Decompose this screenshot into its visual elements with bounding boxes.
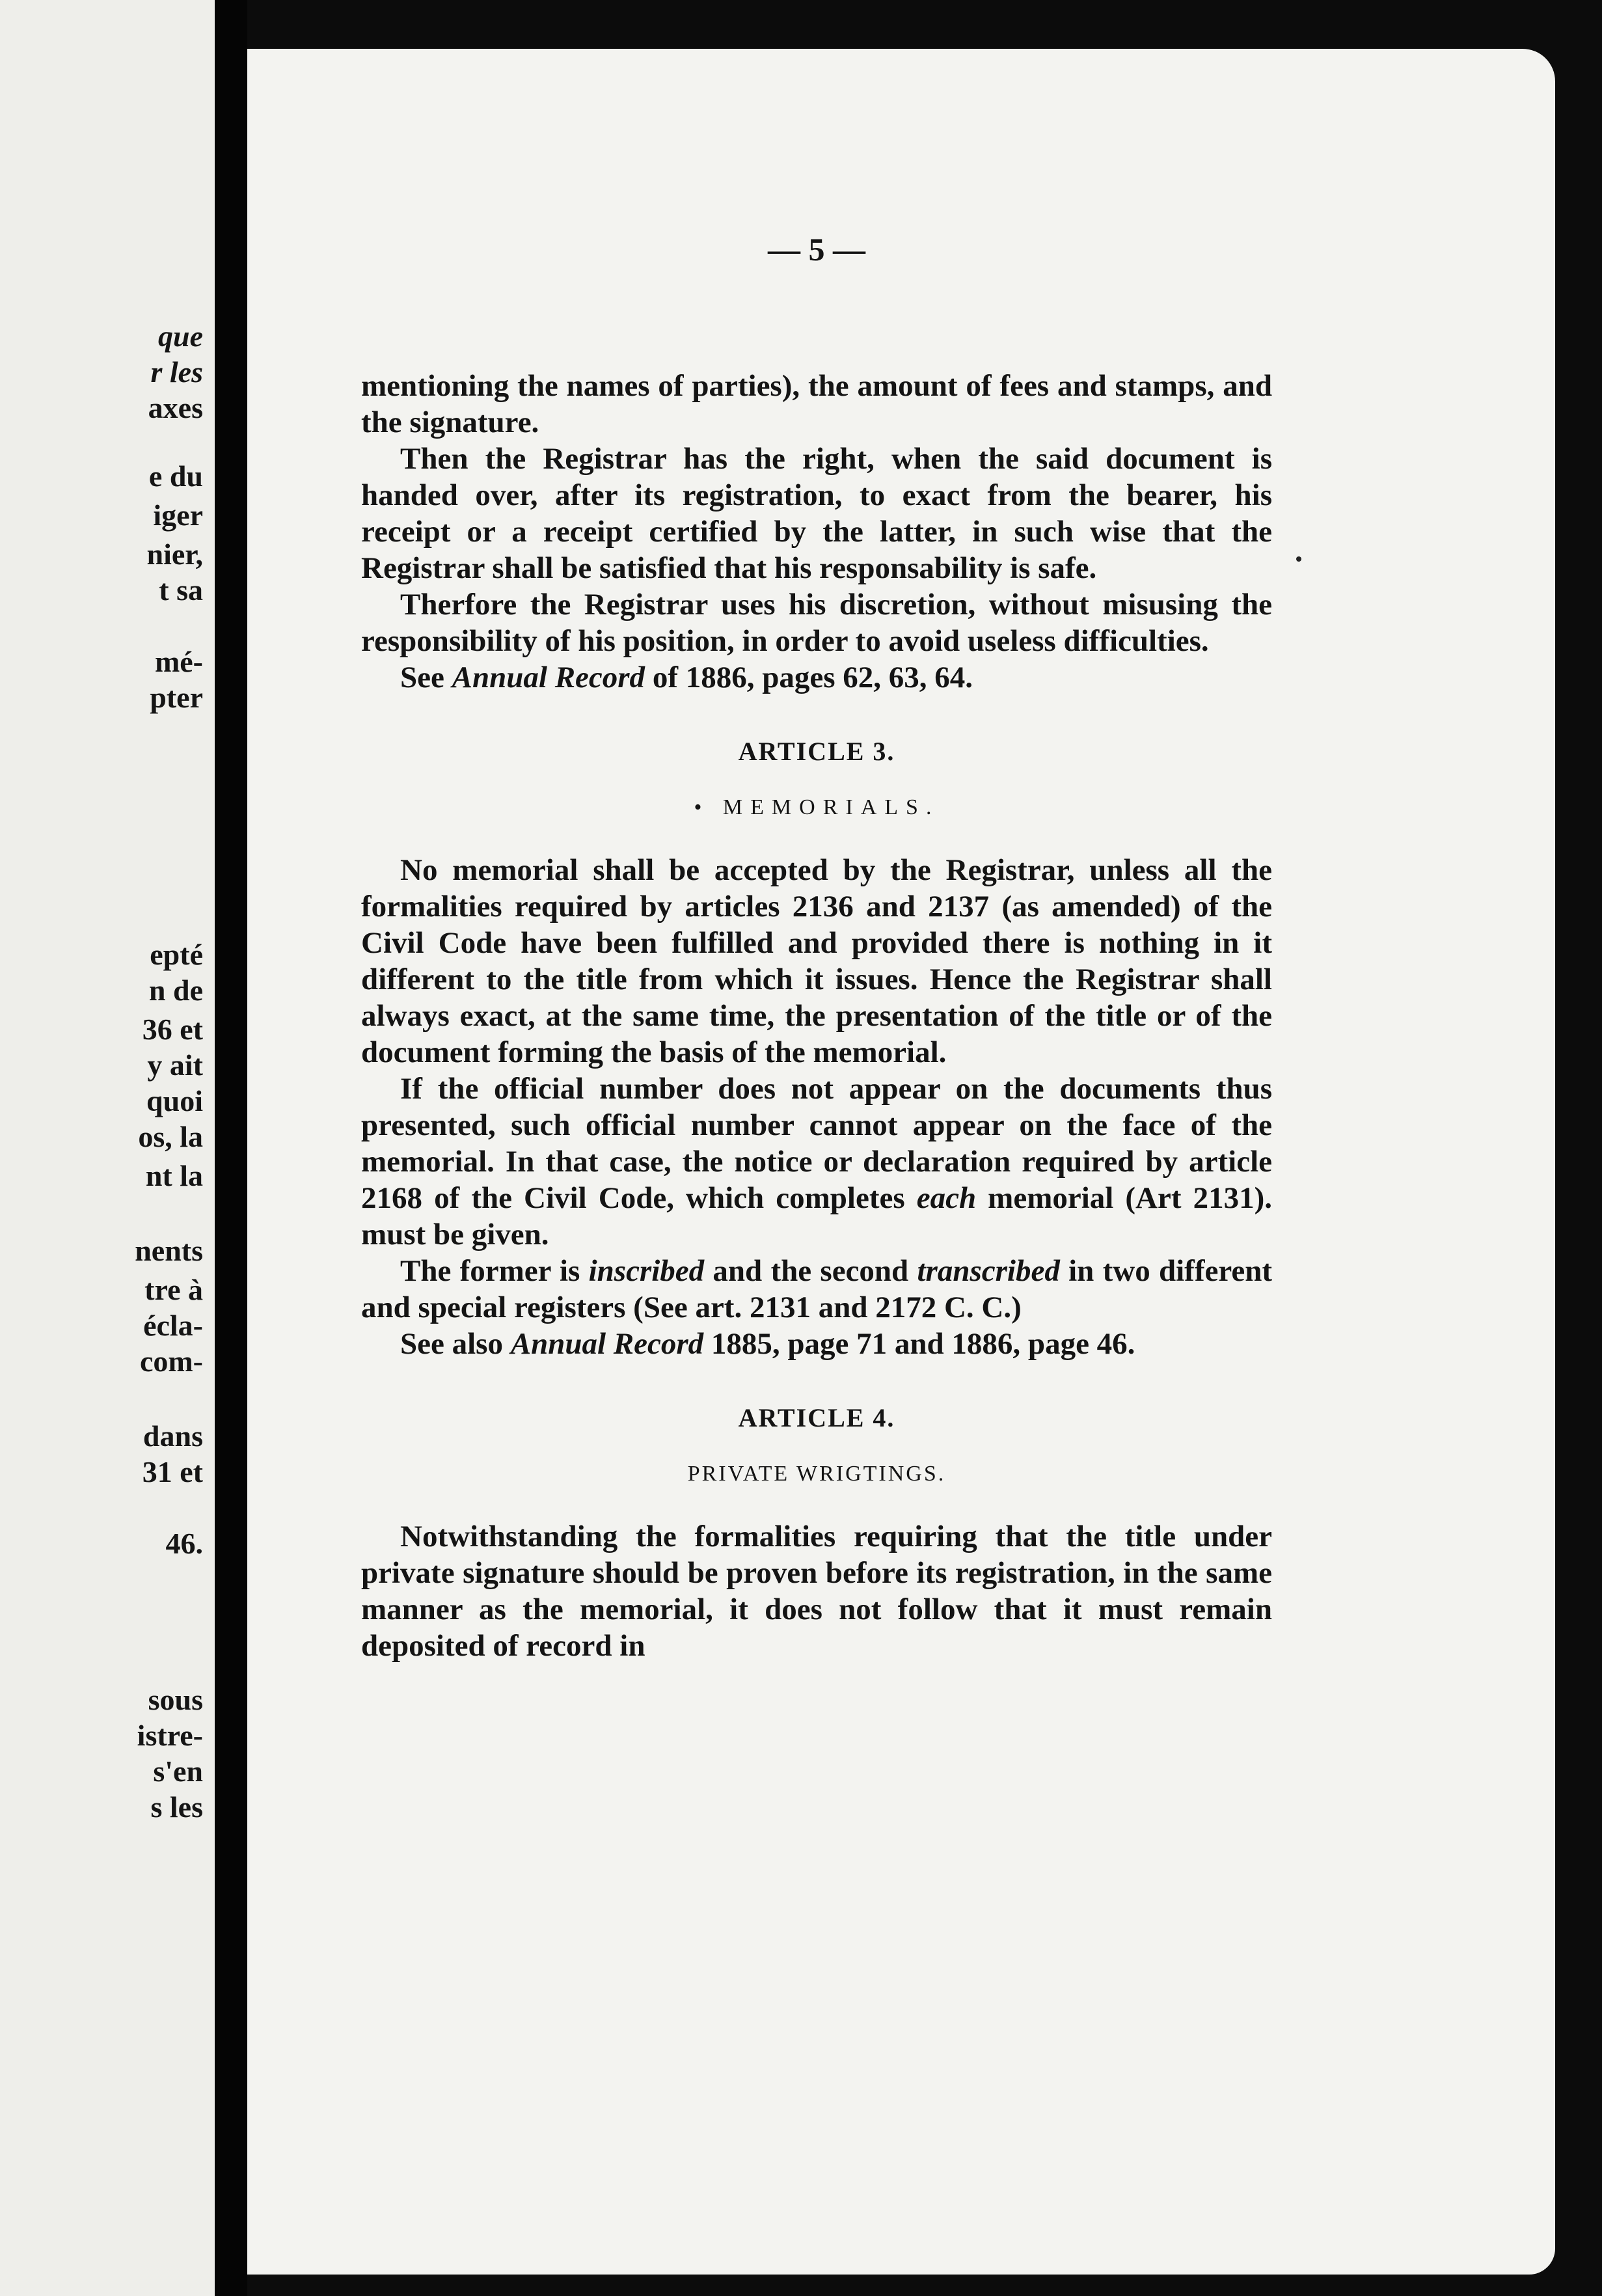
left-page-text-fragment: 36 et [142,1013,203,1046]
italic-run: each [916,1181,977,1215]
left-page-text-fragment: mé- [154,645,203,678]
left-page-text-fragment: r les [150,355,203,389]
left-page-text-fragment: s les [150,1790,203,1824]
paragraph-6 [361,1071,1272,1253]
left-page-text-fragment: que [158,320,203,353]
left-page-text-fragment: istre- [137,1719,203,1752]
document-page [247,49,1555,2275]
left-page-text-fragment: nents [135,1234,203,1267]
paragraph-9: Notwithstanding the formalities requiring that the title under private signature should be proven before its registration, in the same manner as the memorial, it does not follow that it must remain deposited of record in [361,1520,1272,1663]
left-page-text-fragment: os, la [138,1120,203,1153]
left-page-text-fragment: nt la [145,1159,203,1192]
paragraph-1: mentioning the names of parties), the amount of fees and stamps, and the signature. [361,369,1272,439]
article-4-heading: ARTICLE 4. [738,1403,895,1432]
page-content [361,231,1272,1664]
left-page-text-fragment: y ait [147,1048,203,1082]
left-page-text-fragment: axes [148,391,203,424]
left-page-text-fragment: s'en [153,1755,203,1788]
text-run: If the official number does not appear on the documents thus presented, such official number cannot appear on the face of the memorial. In that case, the notice or declaration required by article 2168 of the Civil Code, which completes [361,1072,1272,1215]
left-page-text-fragment: iger [153,499,203,532]
left-page-fragment [0,0,215,2296]
left-page-text-fragment: 31 et [142,1455,203,1488]
left-page-text-fragment: tre à [144,1273,203,1306]
left-page-text-fragment: e du [148,459,203,493]
speck [1296,556,1301,562]
text-run: The former is [400,1254,589,1288]
left-page-text-fragment: t sa [159,573,203,607]
page-number: — 5 — [768,231,865,267]
left-page-text-fragment: com- [139,1345,203,1378]
left-page-text-fragment: quoi [146,1084,203,1117]
left-page-text-fragment: sous [148,1683,203,1716]
italic-run: inscribed [588,1254,705,1288]
italic-run: Annual Record [452,661,645,694]
text-run: See [400,661,452,694]
paragraph-7 [361,1253,1272,1326]
text-run: 1885, page 71 and 1886, page 46. [703,1327,1135,1361]
text-run: of 1886, pages 62, 63, 64. [645,661,973,694]
left-page-text-fragment: epté [150,938,203,971]
italic-run: Annual Record [510,1327,704,1361]
paragraph-3: Therfore the Registrar uses his discretion, without misusing the responsibility of his position, in order to avoid useless difficulties. [361,588,1272,658]
left-page-text-fragment: dans [143,1419,203,1453]
left-page-text-fragment: 46. [165,1527,203,1560]
italic-run: transcribed [917,1254,1060,1288]
left-page-text-fragment: écla- [143,1309,203,1342]
article-3-heading: ARTICLE 3. [738,737,895,766]
left-page-text-fragment: nier, [146,538,203,571]
text-run: and the second [704,1254,917,1288]
left-page-text-fragment: n de [148,974,203,1007]
paragraph-8 [361,1326,1272,1362]
text-run: in two different and special registers (See art. 2131 and 2172 C. C.) [361,1254,1272,1324]
paragraph-2: Then the Registrar has the right, when the said document is handed over, after its registration, to exact from the bearer, his receipt or a receipt certified by the latter, in such wise that the Registrar shall be satisfied that his responsability is safe. [361,442,1272,585]
book-gutter [215,0,247,2296]
paragraph-5: No memorial shall be accepted by the Registrar, unless all the formalities required by articles 2136 and 2137 (as amended) of the Civil Code have been fulfilled and provided there is nothing in it different to the title from which it issues. Hence the Registrar shall always exact, at the same time, the presentation of the title or of the document forming the basis of the memorial. [361,853,1272,1069]
text-run: See also [400,1327,511,1361]
left-page-text-fragment: pter [150,681,203,714]
text-run: memorial (Art 2131). must be given. [361,1181,1272,1251]
paragraph-4 [361,659,1272,696]
article-3-subheading: • MEMORIALS. [694,795,940,819]
article-4-subheading: PRIVATE WRIGTINGS. [687,1462,946,1486]
